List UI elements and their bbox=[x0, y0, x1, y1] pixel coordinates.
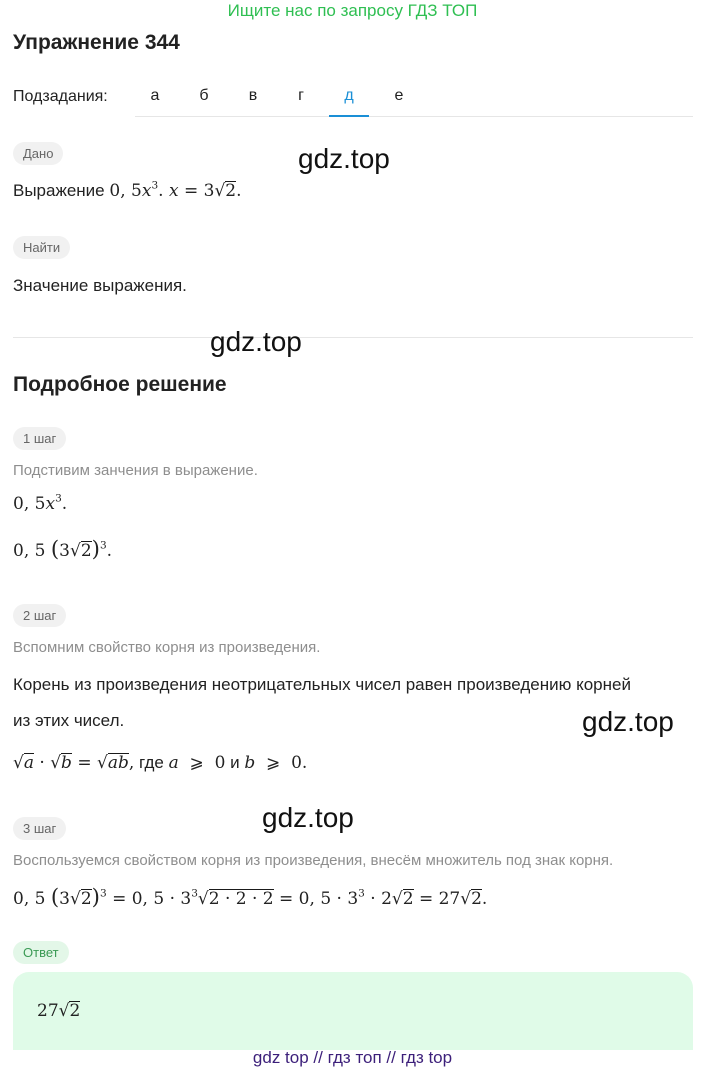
given-expression: 0, $5x^3$. x = 3√2. bbox=[109, 179, 242, 201]
answer-pill: Ответ bbox=[13, 941, 69, 964]
step-1-formula-2: 0, 5 $(3√2)^3$. bbox=[13, 537, 113, 562]
footer-links: gdz top // гдз топ // гдз top bbox=[252, 1048, 453, 1067]
given-pill: Дано bbox=[13, 142, 63, 165]
step-1-pill: 1 шаг bbox=[13, 427, 66, 450]
find-text: Значение выражения. bbox=[13, 276, 187, 295]
step-2-pill: 2 шаг bbox=[13, 604, 66, 627]
solution-heading: Подробное решение bbox=[13, 373, 227, 396]
step-3-formula: 0, 5 $(3√2)^3 = 0$, $5 \cdot 3^3√2 \cdot 2 \cdot 2 = 0$, $5 \cdot 3^3 \cdot 2√2 = 27√2$. bbox=[13, 885, 488, 910]
watermark: gdz.top bbox=[262, 802, 354, 833]
step-2-hint: Вспомним свойство корня из произведения. bbox=[13, 639, 321, 656]
subtasks-tabs bbox=[135, 78, 693, 117]
step-1-formula-1: 0, $5x^3$. bbox=[13, 492, 68, 514]
section-divider bbox=[13, 337, 693, 338]
watermark: gdz.top bbox=[298, 143, 390, 174]
tab-b[interactable]: б bbox=[199, 87, 209, 104]
step-3-pill: 3 шаг bbox=[13, 817, 66, 840]
step-2-formula: √a · √b = √ab, где a ⩾ 0 и b ⩾ 0. bbox=[13, 753, 308, 773]
step-1-hint: Подстивим занчения в выражение. bbox=[13, 462, 258, 479]
tab-g[interactable]: г bbox=[298, 87, 304, 104]
watermark: gdz.top bbox=[582, 706, 674, 737]
step-2-where: где bbox=[139, 753, 164, 772]
tab-a[interactable]: а bbox=[150, 87, 160, 104]
top-banner: Ищите нас по запросу ГДЗ ТОП bbox=[227, 1, 478, 20]
answer-box bbox=[13, 972, 693, 1050]
watermark: gdz.top bbox=[210, 326, 302, 357]
step-2-and: и bbox=[230, 753, 240, 772]
given-label: Выражение bbox=[13, 181, 105, 200]
answer-value: 27√2 bbox=[37, 1001, 81, 1021]
find-pill: Найти bbox=[13, 236, 70, 259]
step-2-body-line-1: Корень из произведения неотрицательных чисел равен произведению корней bbox=[13, 675, 631, 694]
given-text bbox=[13, 181, 242, 201]
tab-e[interactable]: е bbox=[394, 87, 404, 104]
step-3-hint: Воспользуемся свойством корня из произведения, внесём множитель под знак корня. bbox=[13, 852, 614, 869]
step-2-body-line-2: из этих чисел. bbox=[13, 711, 125, 730]
tab-v[interactable]: в bbox=[248, 87, 258, 104]
subtasks-label: Подзадания: bbox=[13, 88, 108, 105]
page-title: Упражнение 344 bbox=[13, 31, 180, 54]
tab-d[interactable]: д bbox=[329, 87, 369, 117]
